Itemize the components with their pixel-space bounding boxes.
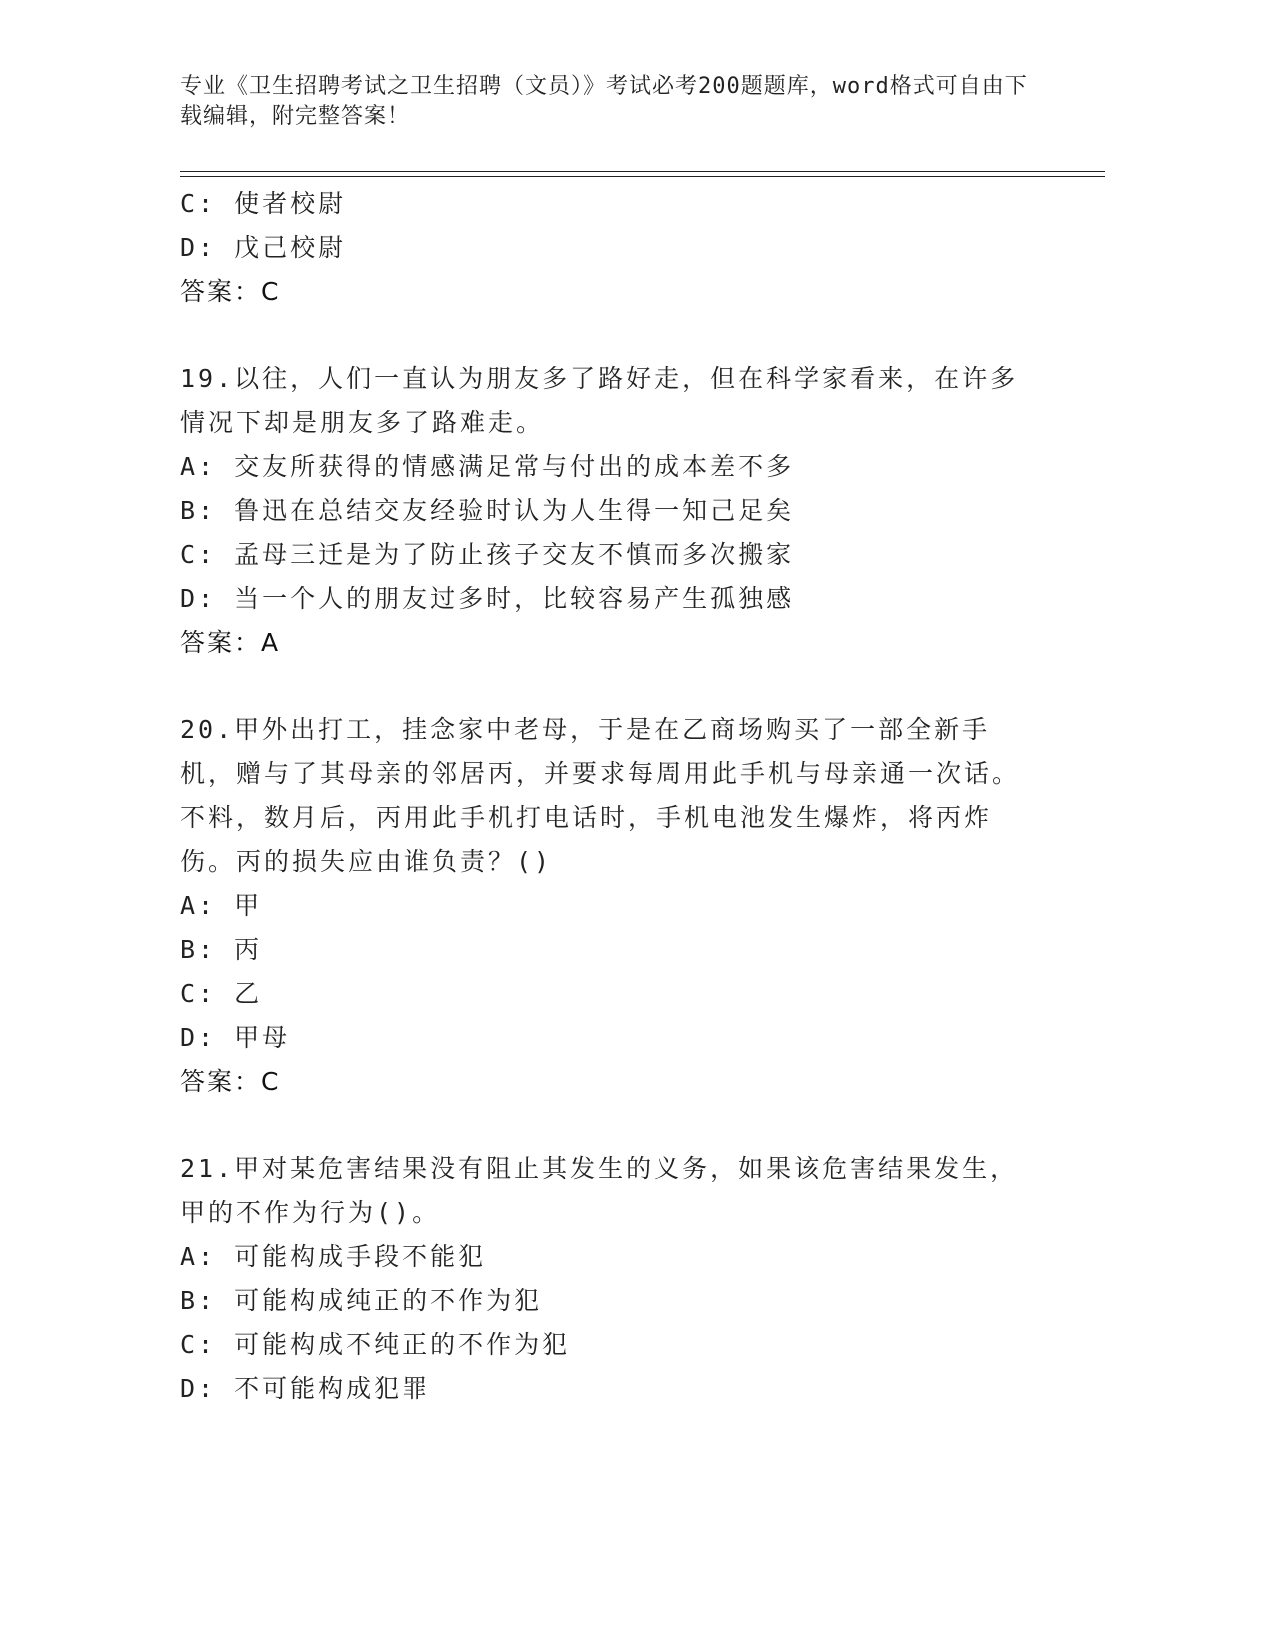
header-divider-bottom (180, 176, 1105, 177)
answer-line: 答案：C (180, 277, 281, 306)
option-c: C: 孟母三迁是为了防止孩子交友不慎而多次搬家 (180, 540, 795, 569)
question-stem: 21.甲对某危害结果没有阻止其发生的义务，如果该危害结果发生，甲的不作为行为()。 (180, 1154, 1019, 1227)
question-stem: 19.以往，人们一直认为朋友多了路好走，但在科学家看来，在许多情况下却是朋友多了路难走。 (180, 364, 1019, 437)
spacer (180, 665, 1080, 708)
option-a: A: 交友所获得的情感满足常与付出的成本差不多 (180, 452, 795, 481)
option-d: D: 当一个人的朋友过多时，比较容易产生孤独感 (180, 584, 795, 613)
question-19 (180, 357, 1080, 665)
option-d: D: 戊己校尉 (180, 233, 347, 262)
previous-question (180, 182, 1080, 314)
spacer (180, 314, 1080, 357)
answer-line: 答案：A (180, 628, 281, 657)
document-header: 专业《卫生招聘考试之卫生招聘（文员）》考试必考200题题库，word格式可自由下载编辑，附完整答案！ (180, 74, 1028, 129)
header-divider-top (180, 171, 1105, 172)
option-d: D: 不可能构成犯罪 (180, 1374, 431, 1403)
question-stem: 20.甲外出打工，挂念家中老母，于是在乙商场购买了一部全新手机，赠与了其母亲的邻居丙，并要求每周用此手机与母亲通一次话。不料，数月后，丙用此手机打电话时，手机电池发生爆炸，将丙炸伤。丙的损失应由谁负责？() (180, 715, 1021, 876)
option-b: B: 丙 (180, 935, 263, 964)
question-21 (180, 1147, 1080, 1411)
answer-line: 答案：C (180, 1067, 281, 1096)
option-b: B: 鲁迅在总结交友经验时认为人生得一知己足矣 (180, 496, 795, 525)
question-20 (180, 708, 1080, 1104)
option-c: C: 可能构成不纯正的不作为犯 (180, 1330, 571, 1359)
spacer (180, 1104, 1080, 1147)
option-a: A: 可能构成手段不能犯 (180, 1242, 487, 1271)
option-d: D: 甲母 (180, 1023, 291, 1052)
option-c: C: 乙 (180, 979, 263, 1008)
option-a: A: 甲 (180, 891, 263, 920)
option-c: C: 使者校尉 (180, 189, 347, 218)
document-body (180, 182, 1080, 1411)
option-b: B: 可能构成纯正的不作为犯 (180, 1286, 543, 1315)
